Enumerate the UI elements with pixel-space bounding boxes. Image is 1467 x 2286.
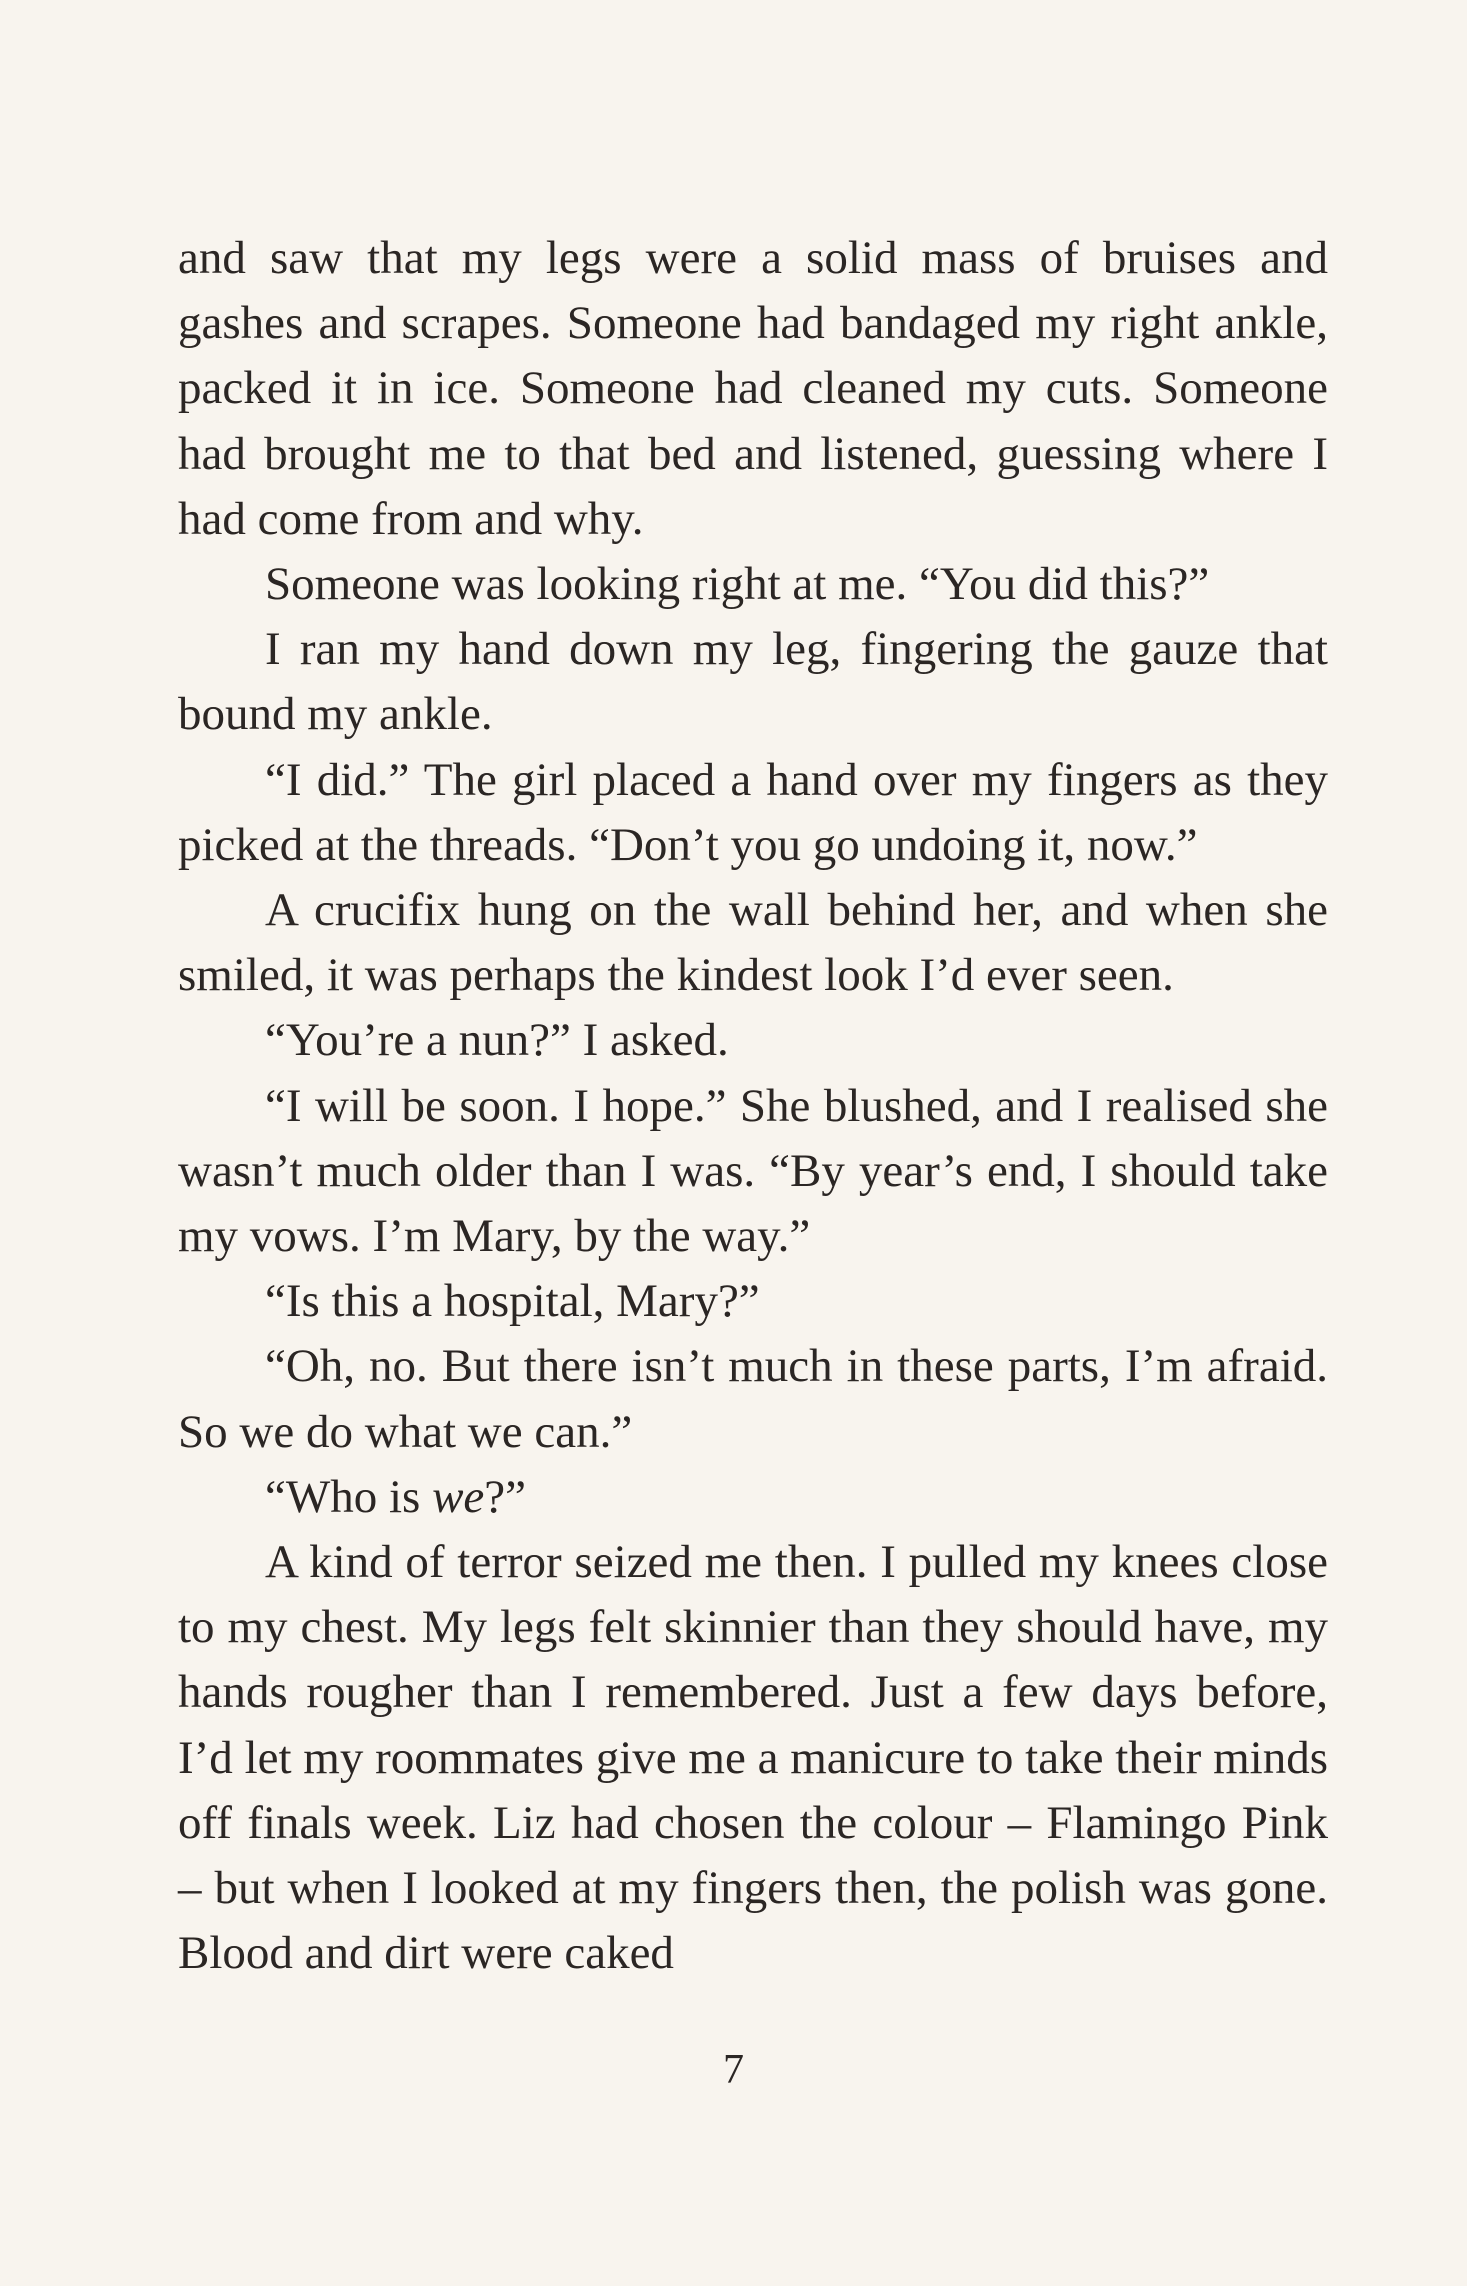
paragraph	[178, 878, 1328, 1008]
text-span: “I did.” The girl placed a hand over my fingers as they picked at the threads. “Don’t you go undoing it, now.”	[178, 753, 1328, 871]
paragraph	[178, 1074, 1328, 1270]
paragraph	[178, 617, 1328, 747]
paragraph	[178, 1334, 1328, 1464]
body-text	[178, 226, 1328, 1986]
text-span: “Is this a hospital, Mary?”	[265, 1275, 760, 1328]
paragraph	[178, 226, 1328, 552]
paragraph	[178, 1269, 1328, 1334]
paragraph	[178, 1530, 1328, 1986]
text-span: A kind of terror seized me then. I pulled my knees close to my chest. My legs felt skinnier than they should have, my hands rougher than I remembered. Just a few days before, I’d let my roommates give me a manicure to take their minds off finals week. Liz had chosen the colour – Flamingo Pink – but when I looked at my fingers then, the polish was gone. Blood and dirt were caked	[178, 1536, 1328, 1980]
text-span: A crucifix hung on the wall behind her, and when she smiled, it was perhaps the kindest look I’d ever seen.	[178, 884, 1328, 1002]
text-span: “Who is	[265, 1470, 433, 1523]
text-span: ?”	[484, 1470, 527, 1523]
paragraph	[178, 552, 1328, 617]
paragraph	[178, 1008, 1328, 1073]
text-span: “Oh, no. But there isn’t much in these parts, I’m afraid. So we do what we can.”	[178, 1340, 1328, 1458]
text-span: I ran my hand down my leg, fingering the gauze that bound my ankle.	[178, 623, 1328, 741]
text-span: “You’re a nun?” I asked.	[265, 1014, 729, 1067]
page-number: 7	[723, 2047, 744, 2093]
text-span: Someone was looking right at me. “You did this?”	[265, 558, 1210, 611]
italic-text: we	[432, 1470, 485, 1523]
paragraph	[178, 748, 1328, 878]
text-span: “I will be soon. I hope.” She blushed, and I realised she wasn’t much older than I was. “By year’s end, I should take my vows. I’m Mary, by the way.”	[178, 1079, 1328, 1263]
text-span: and saw that my legs were a solid mass of bruises and gashes and scrapes. Someone had bandaged my right ankle, packed it in ice. Someone had cleaned my cuts. Someone had brought me to that bed and listened, guessing where I had come from and why.	[178, 232, 1328, 545]
paragraph	[178, 1465, 1328, 1530]
